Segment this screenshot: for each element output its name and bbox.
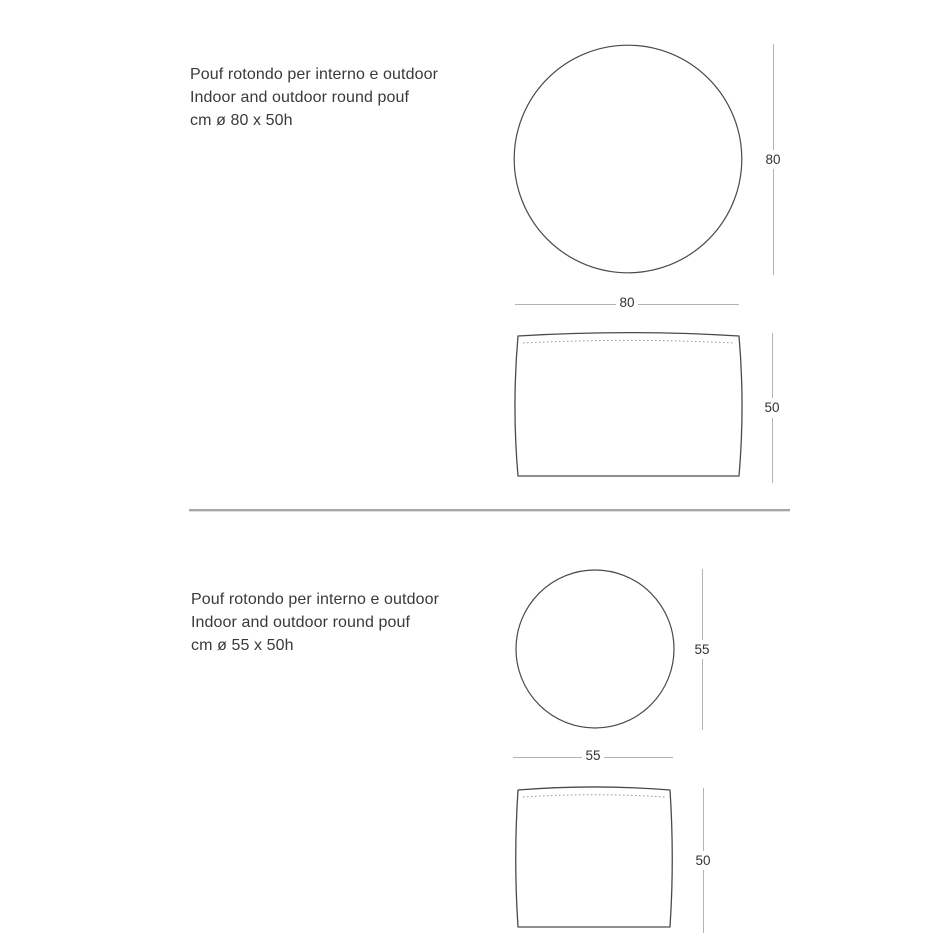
dimension-line <box>638 304 739 305</box>
dimension-line <box>513 757 582 758</box>
dimension-label: 80 <box>765 151 781 167</box>
dimension-line <box>773 169 774 275</box>
stitch-line <box>523 795 665 797</box>
dimension-line <box>703 788 704 851</box>
height-dimension-vertical <box>759 333 785 483</box>
side-view-outline <box>515 333 742 476</box>
diameter-dimension-vertical <box>760 44 786 275</box>
dimension-line <box>702 659 703 730</box>
description-line-italian: Pouf rotondo per interno e outdoor <box>191 591 440 608</box>
top-view-circle-drawing <box>513 44 743 274</box>
description-line-dimensions: cm ø 55 x 50h <box>191 637 294 654</box>
dimension-line <box>702 569 703 640</box>
dimension-label: 55 <box>694 641 710 657</box>
description-line-english: Indoor and outdoor round pouf <box>190 89 410 106</box>
description-line-italian: Pouf rotondo per interno e outdoor <box>190 66 439 83</box>
height-dimension-vertical <box>690 788 716 933</box>
dimension-label: 80 <box>619 295 635 311</box>
diameter-dimension-horizontal <box>513 748 673 766</box>
description-line-english: Indoor and outdoor round pouf <box>191 614 411 631</box>
dimension-line <box>515 304 616 305</box>
dimension-label: 55 <box>585 748 601 764</box>
side-view-drawing <box>512 329 745 483</box>
dimension-line <box>773 44 774 150</box>
dimension-label: 50 <box>695 852 711 868</box>
dimension-line <box>772 418 773 483</box>
dimension-label: 50 <box>764 400 780 416</box>
top-view-circle-drawing <box>515 569 675 729</box>
dimension-line <box>703 870 704 933</box>
diameter-dimension-vertical <box>689 569 715 730</box>
side-view-outline <box>516 787 673 927</box>
side-view-drawing <box>513 783 675 934</box>
description-line-dimensions: cm ø 80 x 50h <box>190 112 293 129</box>
diameter-dimension-horizontal <box>515 295 739 313</box>
product-description <box>191 588 439 657</box>
dimension-line <box>772 333 773 398</box>
stitch-line <box>523 340 734 343</box>
section-pouf-55 <box>0 510 950 950</box>
dimension-line <box>604 757 673 758</box>
product-description <box>190 63 438 132</box>
